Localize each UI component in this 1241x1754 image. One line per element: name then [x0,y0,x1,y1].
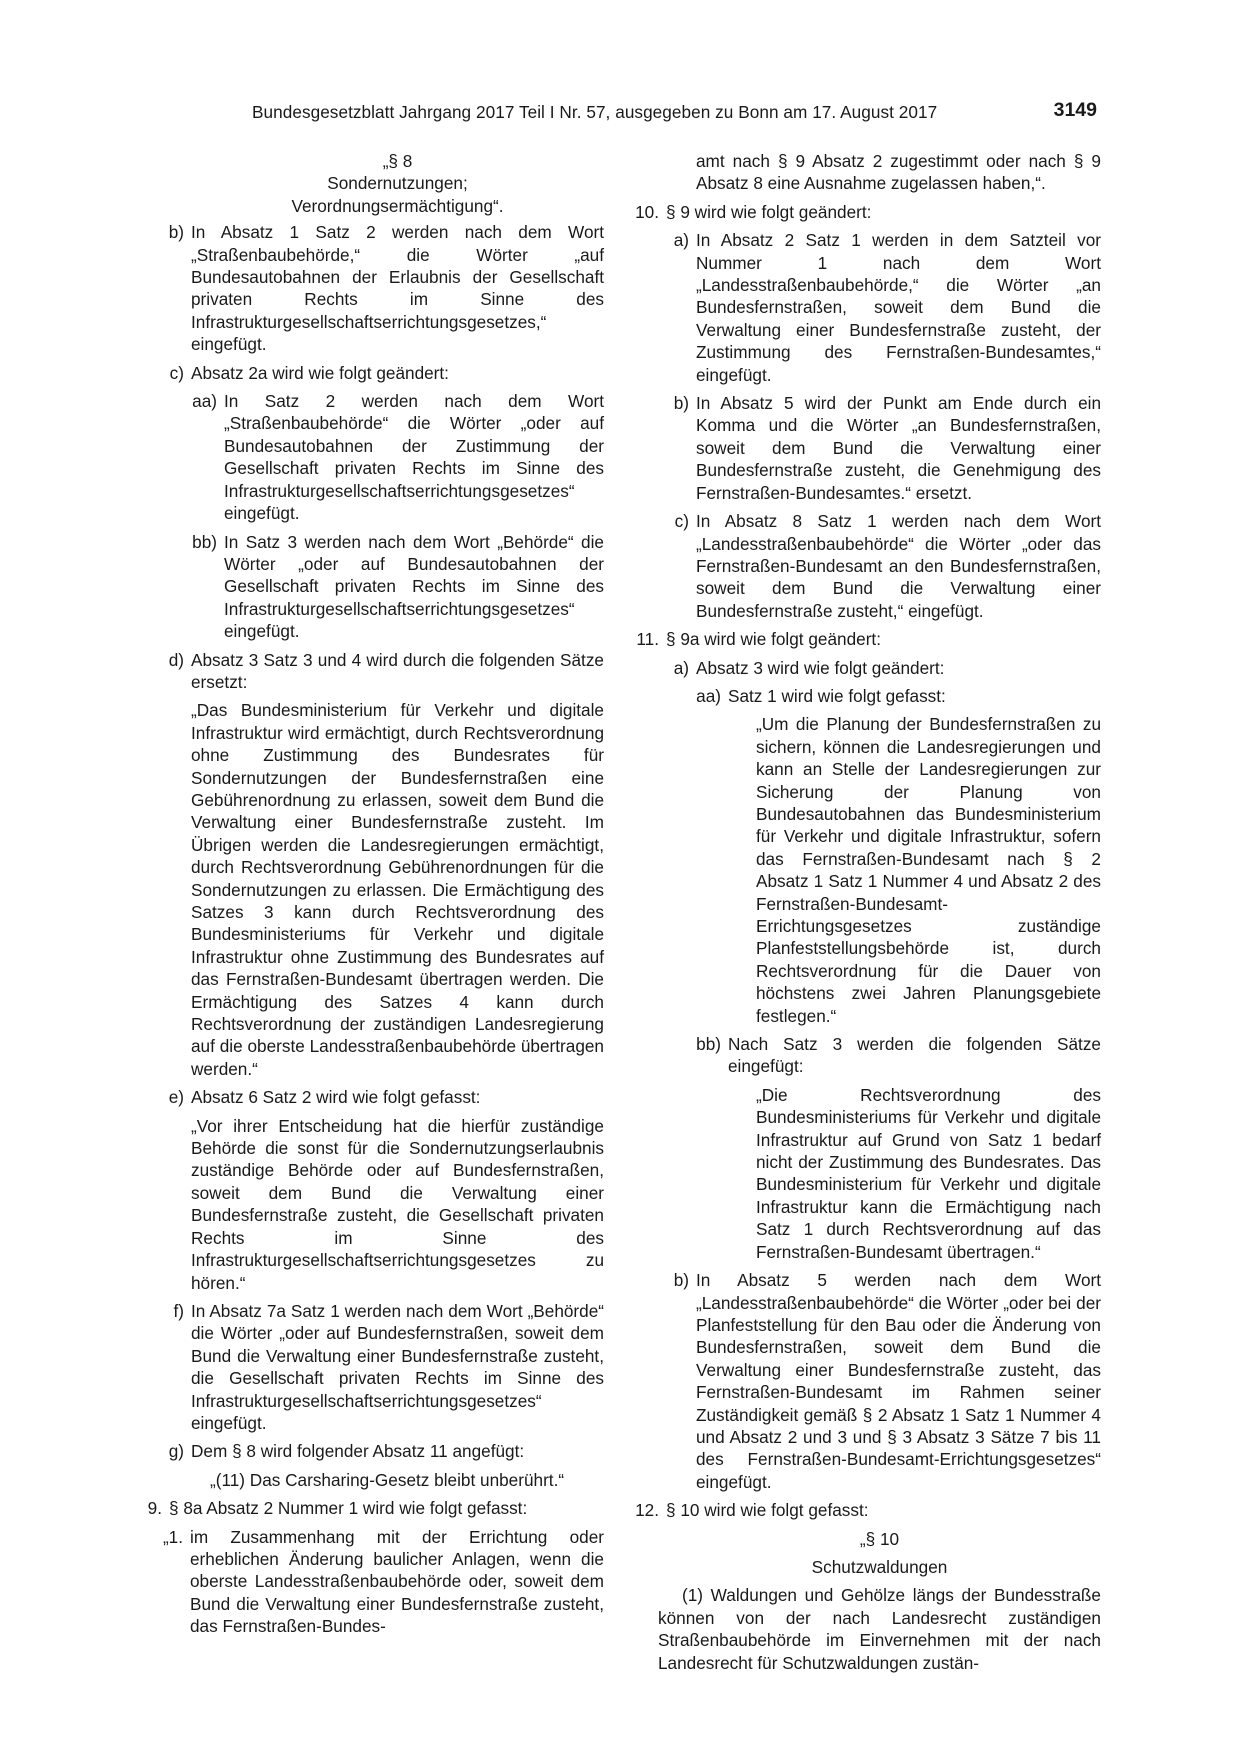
item-label: e) [168,1087,184,1108]
item-label: 11. [636,629,659,650]
list-item-11aa [696,685,1101,707]
right-column [636,150,1101,1680]
item-text: Absatz 3 wird wie folgt geändert: [696,657,945,678]
item-label: bb) [696,1034,721,1055]
item-label: d) [168,649,184,670]
paragraph-1: (1) Waldungen und Gehölze längs der Bundesstraße können von der nach Landesrecht zuständigen Straßenbaubehörde im Einvernehmen mit der nach Landesrecht für Schutzwaldungen zustän- [658,1585,1101,1673]
list-item-f [173,1300,604,1434]
item-label: 9. [147,1498,162,1519]
list-item-12 [635,1499,1101,1521]
item-text: In Absatz 2 Satz 1 werden in dem Satzteil vor Nummer 1 nach dem Wort „Landesstraßenbaubehörde,“ die Wörter „an Bundesfernstraßen, soweit dem Bund die Verwaltung einer Bundesfernstraße zusteht, der Zustimmung des Fernstraßen-Bundesamtes,“ eingefügt. [696,230,1101,385]
item-text: Absatz 6 Satz 2 wird wie folgt gefasst: [191,1087,481,1108]
item-text: § 10 wird wie folgt gefasst: [666,1500,869,1521]
item-text: im Zusammenhang mit der Errichtung oder erheblichen Änderung baulicher Anlagen, wenn die oberste Landesstraßenbaubehörde oder, soweit dem Bund die Verwaltung einer Bundesfernstraße zusteht, das Fernstraßen-Bundes- [190,1526,604,1637]
section-number: „§ 8 [382,151,413,171]
list-item-11a [673,657,1101,679]
section-title-line1: Sondernutzungen; [327,173,468,194]
item-text: Satz 1 wird wie folgt gefasst: [728,685,946,706]
quote-block-11bb: „Die Rechtsverordnung des Bundesministeriums für Verkehr und digitale Infrastruktur auf Grund von Satz 1 bedarf nicht der Zustimmung des Bundesrates. Das Bundesministerium für Verkehr und digitale Infrastruktur kann die Ermächtigung nach Satz 1 durch Rechtsverordnung auf das Fernstraßen-Bundesamt übertragen.“ [756,1084,1101,1262]
list-item-9 [147,1497,604,1519]
item-label: 10. [635,201,659,222]
item-text: § 9 wird wie folgt geändert: [666,201,872,222]
item-text: In Absatz 5 werden nach dem Wort „Landesstraßenbaubehörde“ die Wörter „oder bei der Planfeststellung für den Bau oder die Änderung von Bundesfernstraßen, soweit dem Bund die Verwaltung einer Bundesfernstraße zusteht, das Fernstraßen-Bundesamt im Rahmen seiner Zuständigkeit gemäß § 2 Absatz 1 Satz 1 Nummer 4 und Absatz 2 und 3 und § 3 Absatz 3 Sätze 7 bis 11 des Fernstraßen-Bundesamt-Errichtungsgesetzes“ eingefügt. [696,1270,1101,1492]
item-label: aa) [192,391,217,412]
item-text: In Absatz 1 Satz 2 werden nach dem Wort „Straßenbaubehörde,“ die Wörter „auf Bundesautobahnen der Erlaubnis der Gesellschaft privaten Rechts im Sinne des Infrastrukturgesellschaftserrichtungsgesetzes,“ eingefügt. [191,222,604,355]
item-text: In Absatz 5 wird der Punkt am Ende durch ein Komma und die Wörter „an Bundesfernstraßen, soweit dem Bund die Verwaltung einer Bundesfernstraße zusteht, die Genehmigung des Fernstraßen-Bundesamtes.“ ersetzt. [696,393,1101,503]
item-label: a) [673,230,689,251]
list-item-e [168,1086,604,1108]
left-column [134,150,604,1644]
item-label: g) [168,1441,184,1462]
item-text: Dem § 8 wird folgender Absatz 11 angefügt: [191,1441,525,1462]
list-item-11 [636,628,1101,650]
item-label: aa) [696,685,721,706]
item-label: f) [173,1300,184,1321]
list-item-10b [673,392,1101,504]
item-text: In Satz 3 werden nach dem Wort „Behörde“ die Wörter „oder auf Bundesautobahnen der Gesellschaft privaten Rechts im Sinne des Infrastrukturgesellschaftserrichtungsgesetzes“ eingefügt. [224,531,604,642]
item-label: 12. [635,1500,659,1521]
item-label: c) [169,362,184,383]
item-text: § 9a wird wie folgt geändert: [666,629,881,650]
continued-text: amt nach § 9 Absatz 2 zugestimmt oder nach § 9 Absatz 8 eine Ausnahme zugelassen haben,“. [696,151,1101,194]
list-item-g [168,1440,604,1462]
list-item-9-1 [162,1526,604,1638]
item-label: a) [673,657,689,678]
list-item-b [168,221,604,355]
quote-block-e: „Vor ihrer Entscheidung hat die hierfür zuständige Behörde die sonst für die Sondernutzungserlaubnis zuständige Behörde oder auf Bundesfernstraßen, soweit dem Bund die Verwaltung einer Bundesfernstraße zusteht, die Gesellschaft privaten Rechts im Sinne des Infrastrukturgesellschaftserrichtungsgesetzes zu hören.“ [191,1115,604,1293]
page-header [252,98,1097,128]
item-text: In Absatz 7a Satz 1 werden nach dem Wort „Behörde“ die Wörter „oder auf Bundesfernstraßen, soweit dem Bund die Verwaltung einer Bundesfernstraße zusteht, die Gesellschaft privaten Rechts im Sinne des Infrastrukturgesellschaftserrichtungsgesetzes“ eingefügt. [191,1300,604,1433]
header-citation: Bundesgesetzblatt Jahrgang 2017 Teil I Nr. 57, ausgegeben zu Bonn am 17. August 2017 [252,102,938,122]
item-text: In Absatz 8 Satz 1 werden nach dem Wort „Landesstraßenbaubehörde“ die Wörter „oder das Fernstraßen-Bundesamt an den Bundesfernstraßen, soweit dem Bund die Verwaltung einer Bundesfernstraße zusteht,“ eingefügt. [696,511,1101,621]
section-title-line2: Verordnungsermächtigung“. [291,195,504,216]
list-item-11bb [696,1033,1101,1078]
list-item-bb [192,531,604,643]
section-title: Schutzwaldungen [811,1556,948,1577]
item-label: b) [168,222,184,243]
list-item-10a [673,229,1101,386]
section-number: „§ 10 [859,1528,900,1549]
quote-block-d: „Das Bundesministerium für Verkehr und digitale Infrastruktur wird ermächtigt, durch Rechtsverordnung ohne Zustimmung des Bundesrates für Sondernutzungen der Bundesfernstraßen eine Gebührenordnung zu erlassen, soweit dem Bund die Verwaltung einer Bundesfernstraße zusteht. Im Übrigen werden die Landesregierungen ermächtigt, durch Rechtsverordnung Gebührenordnungen für die Sondernutzungen zu erlassen. Die Ermächtigung des Satzes 3 kann durch Rechtsverordnung des Bundesministeriums für Verkehr und digitale Infrastruktur ohne Zustimmung des Bundesrates auf das Fernstraßen-Bundesamt übertragen werden. Die Ermächtigung des Satzes 4 kann durch Rechtsverordnung der zuständigen Landesregierung auf die oberste Landesstraßenbaubehörde übertragen werden.“ [191,700,604,1079]
item-label: b) [673,393,689,414]
list-item-d [168,649,604,694]
section-heading-10 [658,1528,1101,1579]
item-label: bb) [192,531,217,552]
list-item-10 [635,201,1101,223]
item-text: Nach Satz 3 werden die folgenden Sätze eingefügt: [728,1034,1101,1077]
item-text: § 8a Absatz 2 Nummer 1 wird wie folgt gefasst: [169,1498,528,1519]
quote-block-11aa: „Um die Planung der Bundesfernstraßen zu sichern, können die Landesregierungen und kann an Stelle der Landesregierungen zur Sicherung der Planung von Bundesautobahnen das Bundesministerium für Verkehr und digitale Infrastruktur, sofern das Fernstraßen-Bundesamt nach § 2 Absatz 1 Satz 1 Nummer 4 und Absatz 2 des Fernstraßen-Bundesamt-Errichtungsgesetzes zuständige Planfeststellungsbehörde ist, durch Rechtsverordnung für die Dauer von höchstens zwei Jahren Planungsgebiete festlegen.“ [756,714,1101,1026]
item-text: Absatz 3 Satz 3 und 4 wird durch die folgenden Sätze ersetzt: [191,649,604,692]
item-text: In Satz 2 werden nach dem Wort „Straßenbaubehörde“ die Wörter „oder auf Bundesautobahnen der Zustimmung der Gesellschaft privaten Rechts im Sinne des Infrastrukturgesellschaftserrichtungsgesetzes“ eingefügt. [224,391,604,524]
page-number: 3149 [1053,99,1097,121]
section-heading [191,150,604,217]
item-text: Absatz 2a wird wie folgt geändert: [191,362,449,383]
item-label: „1. [162,1526,183,1547]
item-label: b) [673,1270,689,1291]
item-label: c) [674,511,689,532]
list-item-10c [674,510,1101,622]
list-item-11b [673,1269,1101,1493]
list-item-c [169,362,604,384]
list-item-aa [192,390,604,524]
quote-block-g: „(11) Das Carsharing-Gesetz bleibt unberührt.“ [210,1469,565,1490]
